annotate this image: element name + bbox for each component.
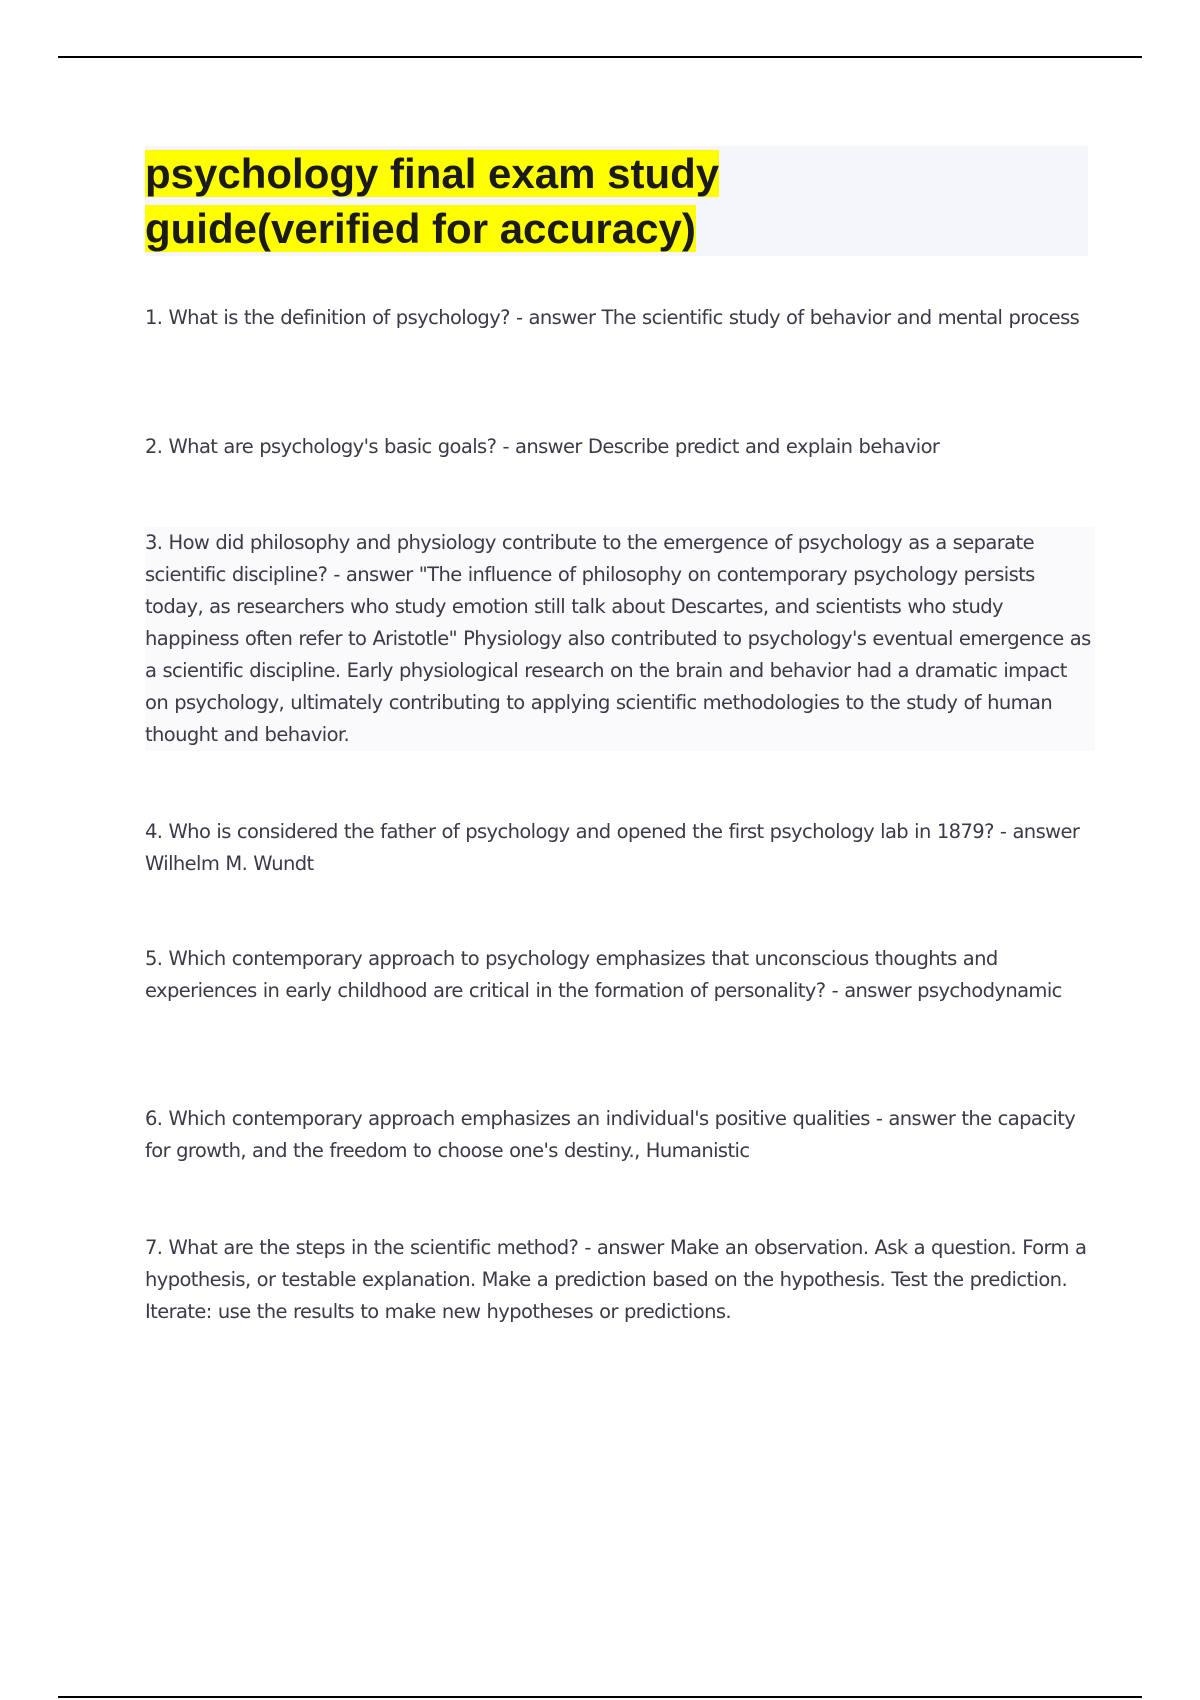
question-4: 4. Who is considered the father of psychology and opened the first psychology lab in 1879? - answer Wilhelm M. Wundt (145, 820, 1080, 875)
top-rule (58, 56, 1142, 58)
bottom-rule (58, 1696, 1142, 1698)
question-3: 3. How did philosophy and physiology contribute to the emergence of psychology as a separate scientific discipline? - answer "The influence of philosophy on contemporary psychology persists today, as researchers who study emotion still talk about Descartes, and scientists who study happiness often refer to Aristotle" Physiology also contributed to psychology's eventual emergence as a scientific discipline. Early physiological research on the brain and behavior had a dramatic impact on psychology, ultimately contributing to applying scientific methodologies to the study of human thought and behavior. (145, 527, 1095, 751)
question-2: 2. What are psychology's basic goals? - answer Describe predict and explain behavior (145, 435, 940, 458)
question-6: 6. Which contemporary approach emphasizes an individual's positive qualities - answer the capacity for growth, and the freedom to choose one's destiny., Humanistic (145, 1107, 1076, 1162)
question-7: 7. What are the steps in the scientific method? - answer Make an observation. Ask a question. Form a hypothesis, or testable explanation. Make a prediction based on the hypothesis. Test the prediction. Iterate: use the results to make new hypotheses or predictions. (145, 1236, 1087, 1323)
question-5: 5. Which contemporary approach to psychology emphasizes that unconscious thoughts and experiences in early childhood are critical in the formation of personality? - answer psychodynamic (145, 947, 1062, 1002)
document-title (145, 146, 825, 256)
title-highlight: psychology final exam study guide(verified for accuracy) (145, 150, 720, 252)
question-1: 1. What is the definition of psychology? - answer The scientific study of behavior and mental process (145, 306, 1080, 329)
